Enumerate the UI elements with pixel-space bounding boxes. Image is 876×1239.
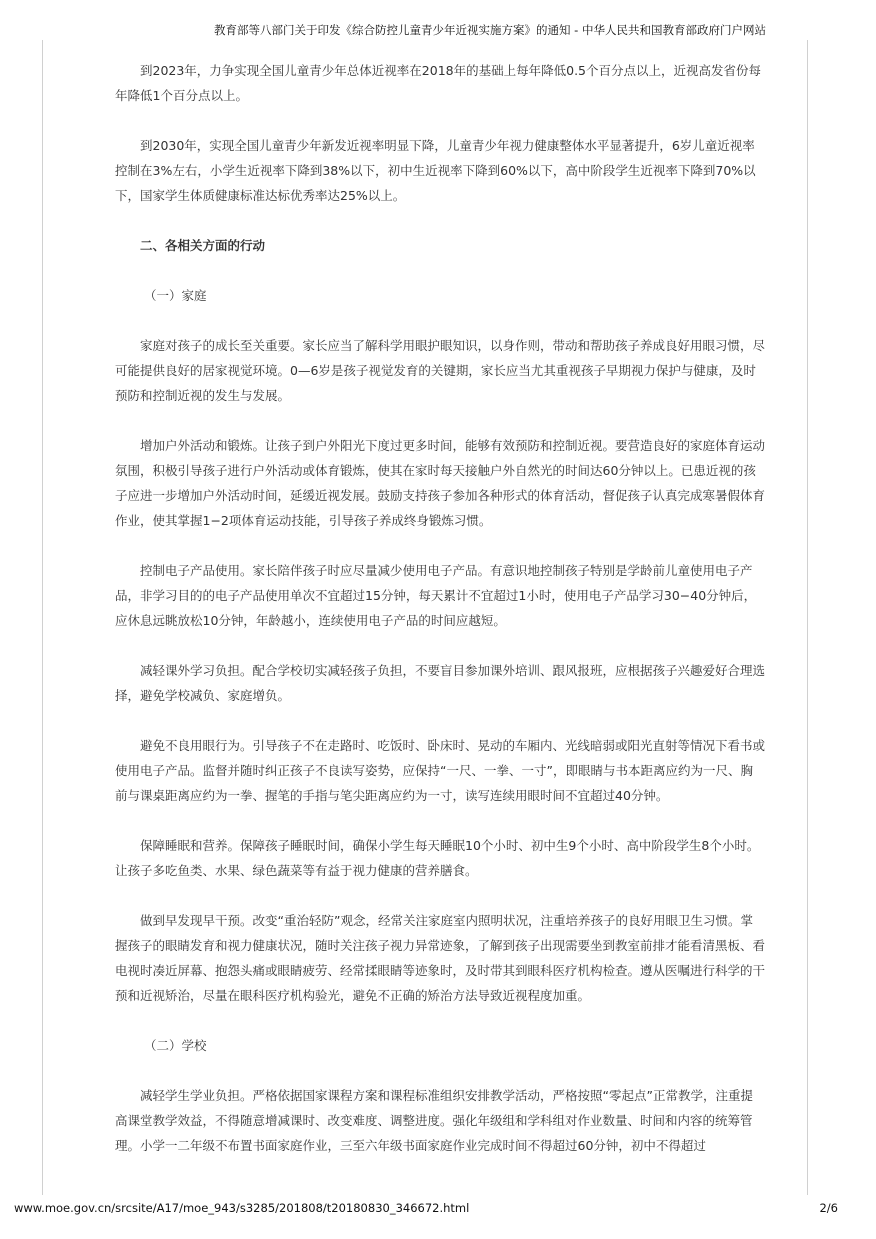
subheading-school: （二）学校: [144, 1038, 207, 1053]
page-url: www.moe.gov.cn/srcsite/A17/moe_943/s3285/201808/t20180830_346672.html: [14, 1201, 470, 1215]
paragraph-2030-target: 到2030年，实现全国儿童青少年新发近视率明显下降，儿童青少年视力健康整体水平显著提升，6岁儿童近视率控制在3%左右，小学生近视率下降到38%以下，初中生近视率下降到60%以下，高中阶段学生近视率下降到70%以下，国家学生体质健康标准达标优秀率达25%以上。: [115, 138, 756, 203]
page-number: 2/6: [819, 1201, 838, 1215]
paragraph-outdoor-activity: 增加户外活动和锻炼。让孩子到户外阳光下度过更多时间，能够有效预防和控制近视。要营造良好的家庭体育运动氛围，积极引导孩子进行户外活动或体育锻炼，使其在家时每天接触户外自然光的时间达60分钟以上。已患近视的孩子应进一步增加户外活动时间，延缓近视发展。鼓励支持孩子参加各种形式的体育活动，督促孩子认真完成寒暑假体育作业，使其掌握1−2项体育运动技能，引导孩子养成终身锻炼习惯。: [115, 438, 766, 528]
paragraph-extracurricular-burden: 减轻课外学习负担。配合学校切实减轻孩子负担，不要盲目参加课外培训、跟风报班，应根据孩子兴趣爱好合理选择，避免学校减负、家庭增负。: [115, 663, 766, 703]
paragraph-sleep-nutrition: 保障睡眠和营养。保障孩子睡眠时间，确保小学生每天睡眠10个小时、初中生9个小时、高中阶段学生8个小时。让孩子多吃鱼类、水果、绿色蔬菜等有益于视力健康的营养膳食。: [115, 838, 760, 878]
paragraph-eye-habits: 避免不良用眼行为。引导孩子不在走路时、吃饭时、卧床时、晃动的车厢内、光线暗弱或阳光直射等情况下看书或使用电子产品。监督并随时纠正孩子不良读写姿势，应保持“一尺、一拳、一寸”，即眼睛与书本距离应约为一尺、胸前与课桌距离应约为一拳、握笔的手指与笔尖距离应约为一寸，读写连续用眼时间不宜超过40分钟。: [115, 738, 766, 803]
paragraph-school-burden: 减轻学生学业负担。严格依据国家课程方案和课程标准组织安排教学活动，严格按照“零起点”正常教学，注重提高课堂教学效益，不得随意增减课时、改变难度、调整进度。强化年级组和学科组对作业数量、时间和内容的统筹管理。小学一二年级不布置书面家庭作业，三至六年级书面家庭作业完成时间不得超过60分钟，初中不得超过: [115, 1088, 753, 1153]
paragraph-family-intro: 家庭对孩子的成长至关重要。家长应当了解科学用眼护眼知识，以身作则，带动和帮助孩子养成良好用眼习惯，尽可能提供良好的居家视觉环境。0—6岁是孩子视觉发育的关键期，家长应当尤其重视孩子早期视力保护与健康，及时预防和控制近视的发生与发展。: [115, 338, 766, 403]
print-header-title: 教育部等八部门关于印发《综合防控儿童青少年近视实施方案》的通知 - 中华人民共和国教育部政府门户网站: [214, 23, 766, 37]
section-heading: 二、各相关方面的行动: [140, 238, 266, 253]
paragraph-electronic-products: 控制电子产品使用。家长陪伴孩子时应尽量减少使用电子产品。有意识地控制孩子特别是学龄前儿童使用电子产品，非学习目的的电子产品使用单次不宜超过15分钟，每天累计不宜超过1小时，使用电子产品学习30−40分钟后，应休息远眺放松10分钟，年龄越小，连续使用电子产品的时间应越短。: [115, 563, 757, 628]
paragraph-2023-target: 到2023年，力争实现全国儿童青少年总体近视率在2018年的基础上每年降低0.5个百分点以上，近视高发省份每年降低1个百分点以上。: [115, 63, 762, 103]
paragraph-early-intervention: 做到早发现早干预。改变“重治轻防”观念，经常关注家庭室内照明状况，注重培养孩子的良好用眼卫生习惯。掌握孩子的眼睛发育和视力健康状况，随时关注孩子视力异常迹象，了解到孩子出现需要坐到教室前排才能看清黑板、看电视时凑近屏幕、抱怨头痛或眼睛疲劳、经常揉眼睛等迹象时，及时带其到眼科医疗机构检查。遵从医嘱进行科学的干预和近视矫治，尽量在眼科医疗机构验光，避免不正确的矫治方法导致近视程度加重。: [115, 913, 766, 1003]
article-body: [115, 58, 765, 1183]
subheading-family: （一）家庭: [144, 288, 207, 303]
